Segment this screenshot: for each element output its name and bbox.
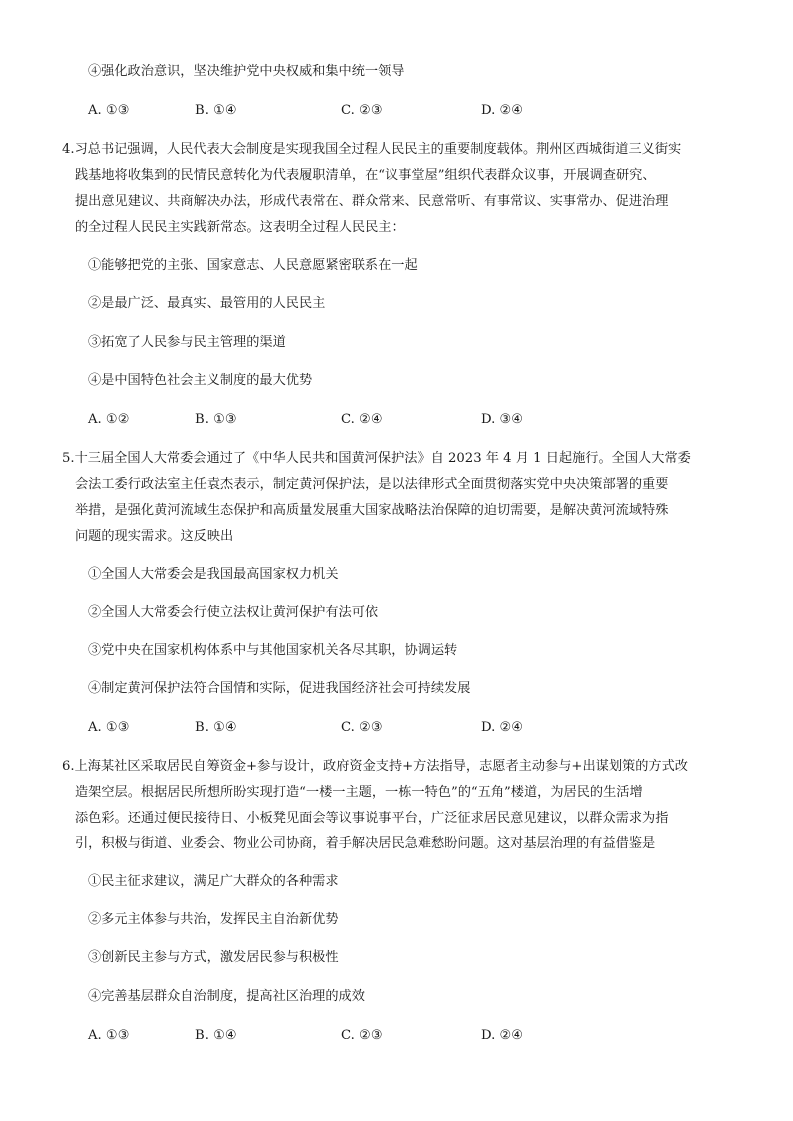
q3-option-c[interactable]: C. ②③ [341,103,383,118]
q6-statement-3: ③创新民主参与方式，激发居民参与积极性 [88,950,339,965]
q6-statement-4: ④完善基层群众自治制度，提高社区治理的成效 [88,989,365,1004]
q4-statement-2: ②是最广泛、最真实、最管用的人民民主 [88,296,326,311]
q5-option-b[interactable]: B. ①④ [195,720,237,735]
q4-option-c[interactable]: C. ②④ [341,412,383,427]
q5-stem-line-4: 问题的现实需求。这反映出 [75,529,234,544]
q4-stem-line-4: 的全过程人民民主实践新常态。这表明全过程人民民主： [75,220,405,235]
q5-stem-line-1: 5.十三届全国人大常委会通过了《中华人民共和国黄河保护法》自 2023 年 4 月 1 日起施行。全国人大常委 [62,451,691,466]
q5-statement-4: ④制定黄河保护法符合国情和实际，促进我国经济社会可持续发展 [88,681,471,696]
q6-statement-1: ①民主征求建议，满足广大群众的各种需求 [88,874,339,889]
q6-option-d[interactable]: D. ②④ [481,1028,524,1043]
q4-stem-line-1: 4.习总书记强调，人民代表大会制度是实现我国全过程人民民主的重要制度载体。荆州区西城街道三义街实 [62,142,682,157]
q5-statement-1: ①全国人大常委会是我国最高国家权力机关 [88,567,339,582]
q5-stem-line-2: 会法工委行政法室主任袁杰表示，制定黄河保护法，是以法律形式全面贯彻落实党中央决策部署的重要 [75,477,669,492]
q4-statement-4: ④是中国特色社会主义制度的最大优势 [88,373,313,388]
q6-option-b[interactable]: B. ①④ [195,1028,237,1043]
q5-option-a[interactable]: A. ①③ [88,720,130,735]
q5-statement-3: ③党中央在国家机构体系中与其他国家机关各尽其职，协调运转 [88,643,458,658]
q6-stem-line-3: 添色彩。还通过便民接待日、小板凳见面会等议事说事平台，广泛征求居民意见建议，以群众需求为指 [75,811,669,826]
q4-stem-line-2: 践基地将收集到的民情民意转化为代表履职清单，在“议事堂屋”组织代表群众议事，开展调查研究、 [75,168,656,183]
q6-option-c[interactable]: C. ②③ [341,1028,383,1043]
q6-stem-line-2: 造架空层。根据居民所想所盼实现打造“一楼一主题，一栋一特色”的“五角”楼道，为居民的生活增 [75,785,643,800]
q6-statement-2: ②多元主体参与共治，发挥民主自治新优势 [88,912,339,927]
q6-option-a[interactable]: A. ①③ [88,1028,130,1043]
q4-option-b[interactable]: B. ①③ [195,412,237,427]
q4-statement-1: ①能够把党的主张、国家意志、人民意愿紧密联系在一起 [88,258,418,273]
q5-option-d[interactable]: D. ②④ [481,720,524,735]
q3-option-a[interactable]: A. ①③ [88,103,130,118]
q5-stem-line-3: 举措，是强化黄河流域生态保护和高质量发展重大国家战略法治保障的迫切需要，是解决黄河流域特殊 [75,503,669,518]
q4-option-d[interactable]: D. ③④ [481,412,524,427]
q4-stem-line-3: 提出意见建议、共商解决办法，形成代表常在、群众常来、民意常听、有事常议、实事常办、促进治理 [75,194,669,209]
q6-stem-line-4: 引，积极与街道、业委会、物业公司协商，着手解决居民急难愁盼问题。这对基层治理的有益借鉴是 [75,836,656,851]
q4-option-a[interactable]: A. ①② [88,412,130,427]
q3-option-d[interactable]: D. ②④ [481,103,524,118]
q5-statement-2: ②全国人大常委会行使立法权让黄河保护有法可依 [88,605,379,620]
q3-option-b[interactable]: B. ①④ [195,103,237,118]
q3-statement-4: ④强化政治意识，坚决维护党中央权威和集中统一领导 [88,64,405,79]
q4-statement-3: ③拓宽了人民参与民主管理的渠道 [88,335,286,350]
q5-option-c[interactable]: C. ②③ [341,720,383,735]
q6-stem-line-1: 6.上海某社区采取居民自筹资金+参与设计，政府资金支持+方法指导，志愿者主动参与+出谋划策的方式改 [62,759,688,774]
